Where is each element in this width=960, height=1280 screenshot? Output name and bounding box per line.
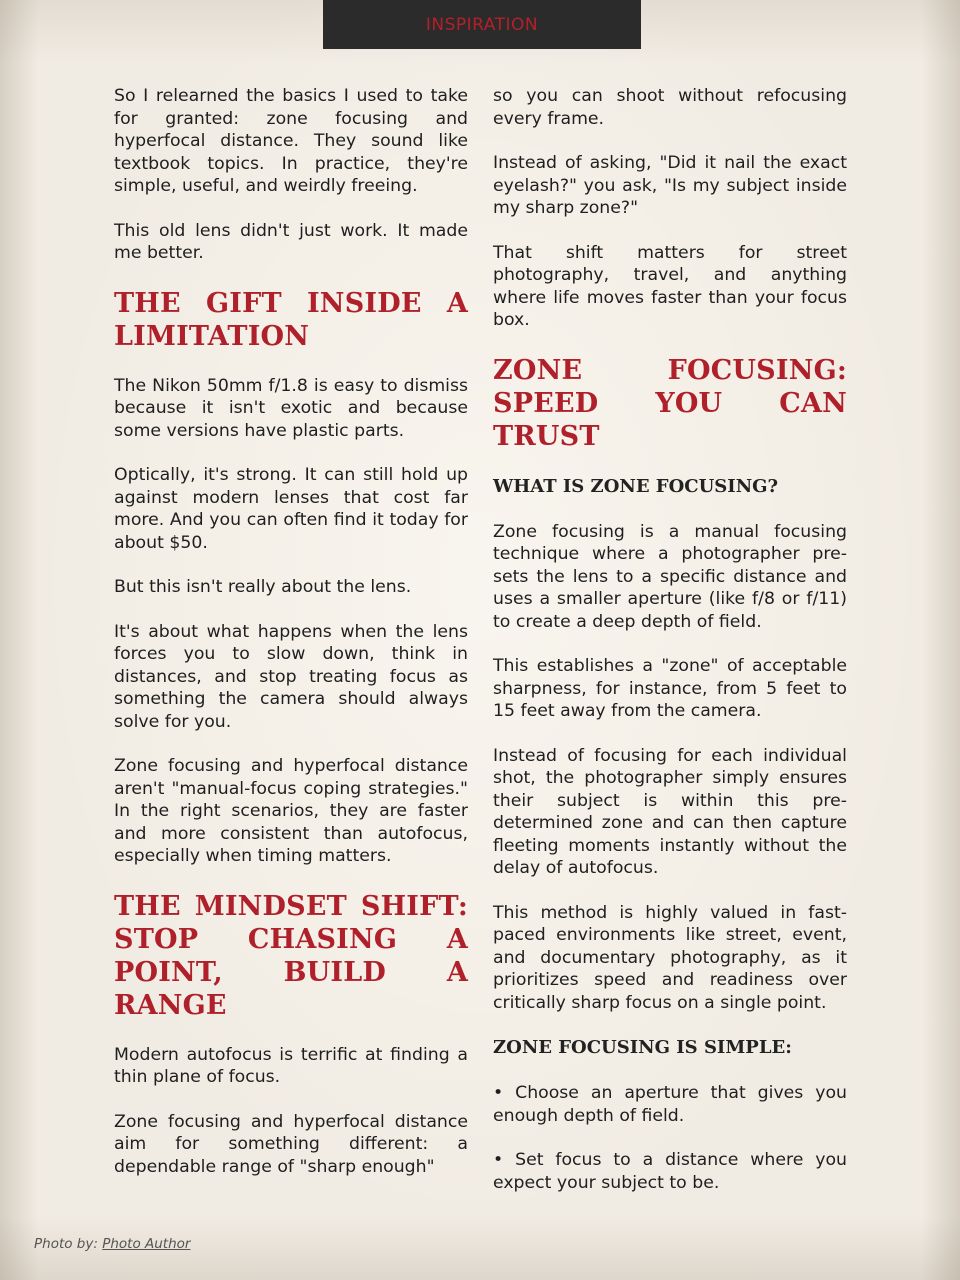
photo-credit-label: Photo by: (34, 1236, 103, 1252)
bullet-item: • Set focus to a distance where you expect your subject to be. (493, 1150, 847, 1193)
paragraph: Zone focusing is a manual focusing technique where a photographer pre-sets the lens to a specific distance and uses a smaller aperture (like f/8 or f/11) to create a deep depth of field. (493, 521, 847, 632)
paragraph: Optically, it's strong. It can still hold up against modern lenses that cost far more. And you can often find it today for about $50. (114, 465, 468, 553)
section-heading: THE GIFT INSIDE A LIMITATION (114, 287, 468, 352)
right-column (493, 85, 847, 1216)
paragraph: This method is highly valued in fast-paced environments like street, event, and documentary photography, as it prioritizes speed and readiness over critically sharp focus on a single point. (493, 902, 847, 1013)
paragraph: That shift matters for street photography, travel, and anything where life moves faster than your focus box. (493, 242, 847, 330)
left-column (114, 85, 468, 1200)
paragraph: So I relearned the basics I used to take for granted: zone focusing and hyperfocal distance. They sound like textbook topics. In practice, they're simple, useful, and weirdly freeing. (114, 86, 468, 196)
paragraph: Zone focusing and hyperfocal distance aren't "manual-focus coping strategies." In the right scenarios, they are faster and more consistent than autofocus, especially when timing matters. (114, 756, 468, 866)
paragraph: This old lens didn't just work. It made me better. (114, 220, 468, 263)
paragraph: But this isn't really about the lens. (114, 577, 412, 597)
section-heading: ZONE FOCUSING: SPEED YOU CAN TRUST (493, 354, 847, 452)
paragraph: Instead of focusing for each individual shot, the photographer simply ensures their subject is within this pre-determined zone and can then capture fleeting moments instantly without the delay of autofocus. (493, 745, 847, 878)
bullet-item: • Choose an aperture that gives you enough depth of field. (493, 1083, 847, 1126)
section-heading: THE MINDSET SHIFT: STOP CHASING A POINT, BUILD A RANGE (114, 890, 468, 1021)
photo-author-link[interactable]: Photo Author (102, 1236, 191, 1252)
section-tab-label: INSPIRATION (425, 14, 539, 35)
photo-credit (34, 1236, 190, 1252)
paragraph: so you can shoot without refocusing every frame. (493, 86, 847, 129)
paragraph: This establishes a "zone" of acceptable sharpness, for instance, from 5 feet to 15 feet away from the camera. (493, 656, 847, 721)
paragraph: Instead of asking, "Did it nail the exact eyelash?" you ask, "Is my subject inside my sharp zone?" (493, 153, 847, 218)
paragraph: It's about what happens when the lens forces you to slow down, think in distances, and stop treating focus as something the camera should always solve for you. (114, 621, 468, 732)
paragraph: The Nikon 50mm f/1.8 is easy to dismiss because it isn't exotic and because some versions have plastic parts. (114, 375, 468, 441)
subheading: ZONE FOCUSING IS SIMPLE: (493, 1037, 792, 1058)
subheading: WHAT IS ZONE FOCUSING? (493, 475, 779, 497)
paragraph: Modern autofocus is terrific at finding a thin plane of focus. (114, 1044, 468, 1087)
paragraph: Zone focusing and hyperfocal distance aim for something different: a dependable range of "sharp enough" (114, 1111, 468, 1177)
section-tab (323, 0, 641, 49)
